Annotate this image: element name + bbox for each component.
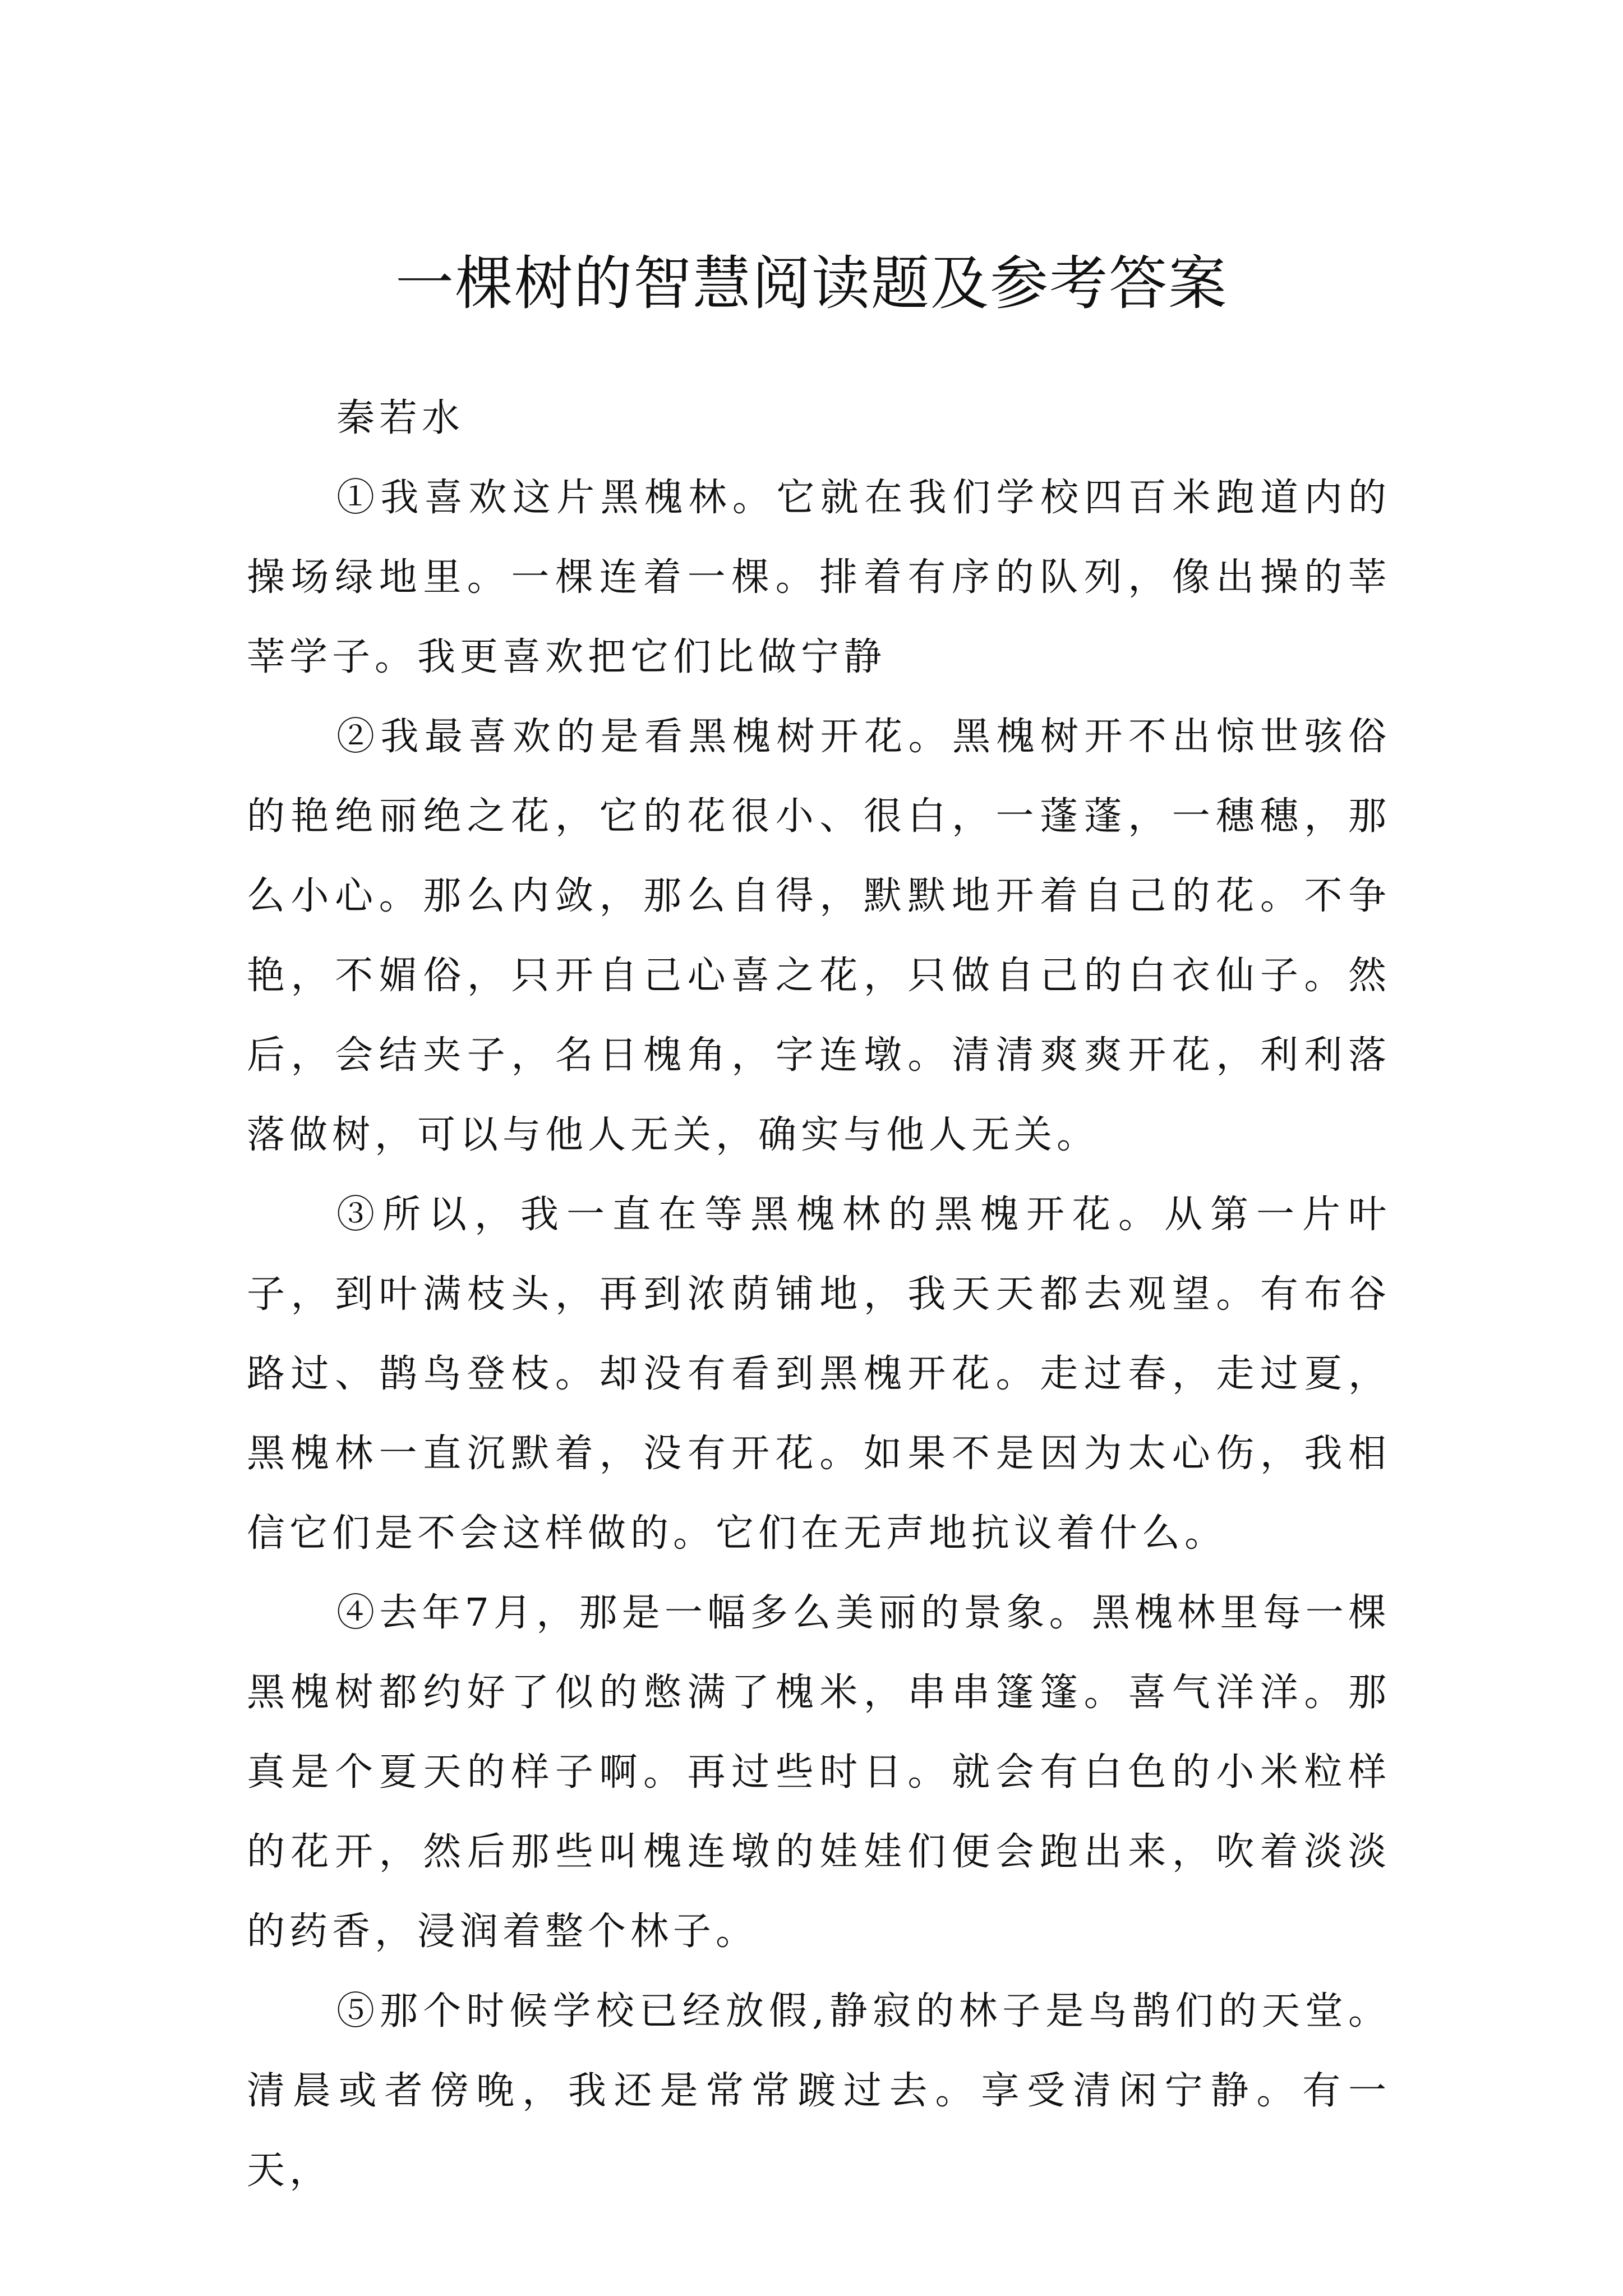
paragraph-5: ⑤那个时候学校已经放假,静寂的林子是鸟鹊们的天堂。清晨或者傍晚，我还是常常踱过去。享受清闲宁静。有一天， [247, 1989, 1391, 2193]
paragraph-4: ④去年7月，那是一幅多么美丽的景象。黑槐林里每一棵黑槐树都约好了似的憋满了槐米，串串篷篷。喜气洋洋。那真是个夏天的样子啊。再过些时日。就会有白色的小米粒样的花开，然后那些叫槐连墩的娃娃们便会跑出来，吹着淡淡的药香，浸润着整个林子。 [247, 1591, 1391, 1954]
document-title: 一棵树的智慧阅读题及参考答案 [395, 249, 1228, 318]
author-line: 秦若水 [336, 396, 465, 440]
paragraph-3: ③所以，我一直在等黑槐林的黑槐开花。从第一片叶子，到叶满枝头，再到浓荫铺地，我天天都去观望。有布谷路过、鹊鸟登枝。却没有看到黑槐开花。走过春，走过夏，黑槐林一直沉默着，没有开花。如果不是因为太心伤，我相信它们是不会这样做的。它们在无声地抗议着什么。 [247, 1193, 1391, 1556]
paragraph-1: ①我喜欢这片黑槐林。它就在我们学校四百米跑道内的操场绿地里。一棵连着一棵。排着有序的队列，像出操的莘莘学子。我更喜欢把它们比做宁静 [247, 476, 1391, 679]
article-body [247, 379, 1391, 2211]
paragraph-2: ②我最喜欢的是看黑槐树开花。黑槐树开不出惊世骇俗的艳绝丽绝之花，它的花很小、很白，一蓬蓬，一穗穗，那么小心。那么内敛，那么自得，默默地开着自己的花。不争艳，不媚俗，只开自己心喜之花，只做自己的白衣仙子。然后，会结夹子，名日槐角，字连墩。清清爽爽开花，利利落落做树，可以与他人无关，确实与他人无关。 [247, 715, 1391, 1157]
